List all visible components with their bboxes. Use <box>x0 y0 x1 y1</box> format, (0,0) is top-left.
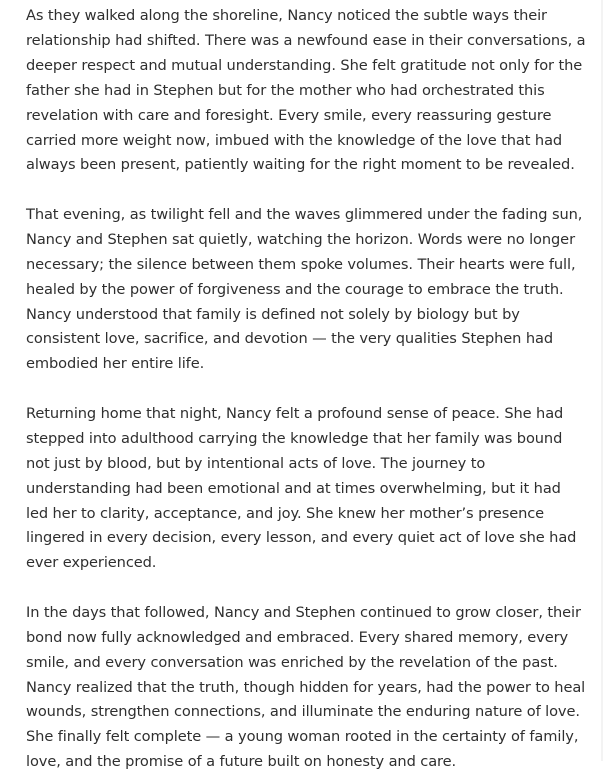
paragraph-returning-home: Returning home that night, Nancy felt a profound sense of peace. She had stepped into adulthood carrying the knowledge that her family was bound not just by blood, but by intentional acts of love. The journey to understanding had been emotional and at times overwhelming, but it had led her to clarity, acceptance, and joy. She knew her mother’s presence lingered in every decision, every lesson, and every quiet act of love she had ever experienced. <box>26 404 577 572</box>
article-body <box>26 4 586 775</box>
paragraph-evening: That evening, as twilight fell and the waves glimmered under the fading sun, Nancy and Stephen sat quietly, watching the horizon. Words were no longer necessary; the silence between them spoke volumes. Their hearts were full, healed by the power of forgiveness and the courage to embrace the truth. Nancy understood that family is defined not solely by biology but by consistent love, sacrifice, and devotion — the very qualities Stephen had embodied her entire life. <box>26 205 583 373</box>
paragraph-shoreline: As they walked along the shoreline, Nancy noticed the subtle ways their relationship had shifted. There was a newfound ease in their conversations, a deeper respect and mutual understanding. She felt gratitude not only for the father she had in Stephen but for the mother who had orchestrated this revelation with care and foresight. Every smile, every reassuring gesture carried more weight now, imbued with the knowledge of the love that had always been present, patiently waiting for the right moment to be revealed. <box>26 7 586 174</box>
paragraph-days-followed: In the days that followed, Nancy and Stephen continued to grow closer, their bond now fully acknowledged and embraced. Every shared memory, every smile, and every conversation was enriched by the revelation of the past. Nancy realized that the truth, though hidden for years, had the power to heal wounds, strengthen connections, and illuminate the enduring nature of love. She finally felt complete — a young woman rooted in the certainty of family, love, and the promise of a future built on honesty and care. <box>26 603 586 771</box>
